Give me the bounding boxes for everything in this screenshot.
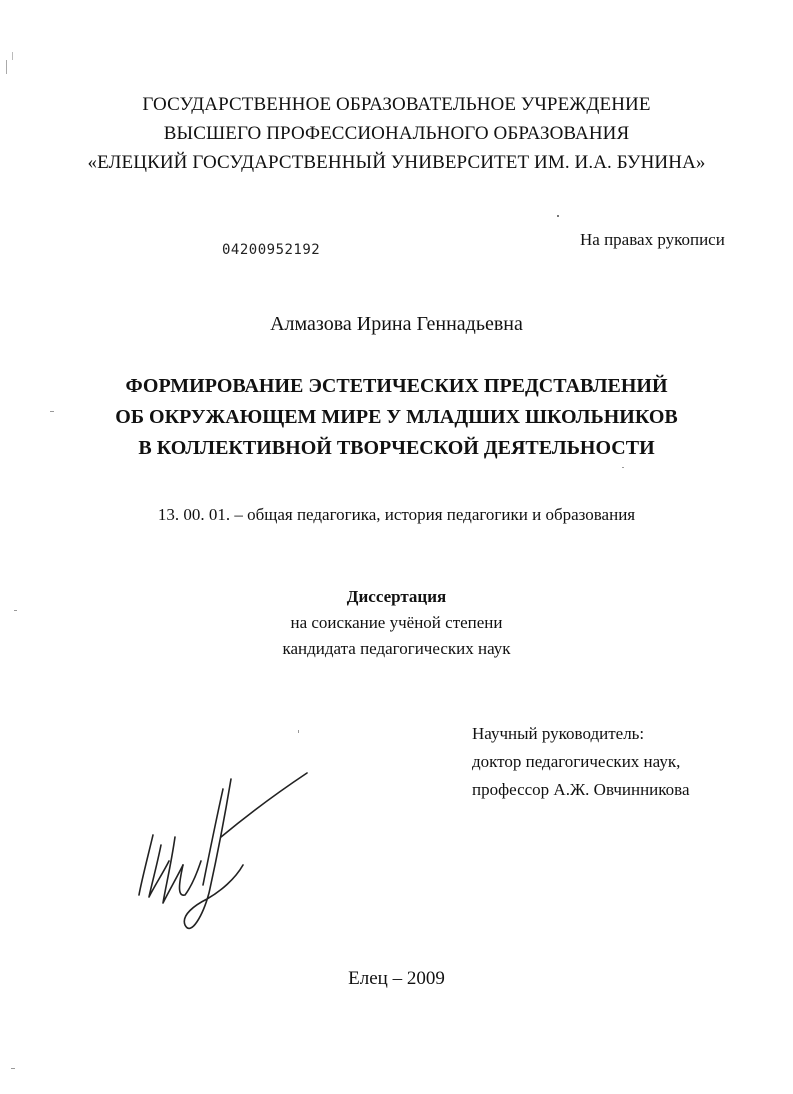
dissertation-line-2: кандидата педагогических наук bbox=[282, 639, 511, 658]
dissertation-block bbox=[0, 584, 793, 662]
handwritten-signature bbox=[125, 765, 325, 940]
dissertation-heading: Диссертация bbox=[346, 587, 447, 606]
advisor-name: профессор А.Ж. Овчинникова bbox=[472, 780, 690, 799]
advisor-degree: доктор педагогических наук, bbox=[472, 752, 681, 771]
institution-line-1: ГОСУДАРСТВЕННОЕ ОБРАЗОВАТЕЛЬНОЕ УЧРЕЖДЕНИЕ bbox=[142, 94, 651, 115]
scan-speck bbox=[622, 467, 624, 468]
advisor-block bbox=[472, 720, 690, 804]
institution-line-3: «ЕЛЕЦКИЙ ГОСУДАРСТВЕННЫЙ УНИВЕРСИТЕТ ИМ. И.А. БУНИНА» bbox=[87, 152, 706, 173]
scan-speck bbox=[298, 730, 299, 733]
title-line-2: ОБ ОКРУЖАЮЩЕМ МИРЕ У МЛАДШИХ ШКОЛЬНИКОВ bbox=[115, 406, 678, 428]
advisor-label: Научный руководитель: bbox=[472, 724, 645, 743]
scan-speck bbox=[12, 52, 13, 60]
dissertation-title bbox=[0, 371, 793, 464]
stamp-code: 04200952192 bbox=[222, 242, 321, 258]
institution-header bbox=[0, 90, 793, 177]
scan-speck bbox=[14, 610, 17, 611]
rights-note: На правах рукописи bbox=[580, 230, 725, 249]
title-line-1: ФОРМИРОВАНИЕ ЭСТЕТИЧЕСКИХ ПРЕДСТАВЛЕНИЙ bbox=[125, 375, 668, 397]
scan-speck bbox=[557, 215, 559, 217]
city-year: Елец – 2009 bbox=[348, 968, 445, 989]
scan-speck bbox=[50, 411, 54, 412]
title-line-3: В КОЛЛЕКТИВНОЙ ТВОРЧЕСКОЙ ДЕЯТЕЛЬНОСТИ bbox=[138, 437, 655, 459]
institution-line-2: ВЫСШЕГО ПРОФЕССИОНАЛЬНОГО ОБРАЗОВАНИЯ bbox=[163, 123, 630, 144]
specialty-code: 13. 00. 01. – общая педагогика, история педагогики и образования bbox=[157, 505, 636, 524]
scan-speck bbox=[11, 1068, 15, 1069]
dissertation-line-1: на соискание учёной степени bbox=[290, 613, 503, 632]
scan-speck bbox=[6, 60, 7, 74]
author-name: Алмазова Ирина Геннадьевна bbox=[270, 313, 523, 335]
